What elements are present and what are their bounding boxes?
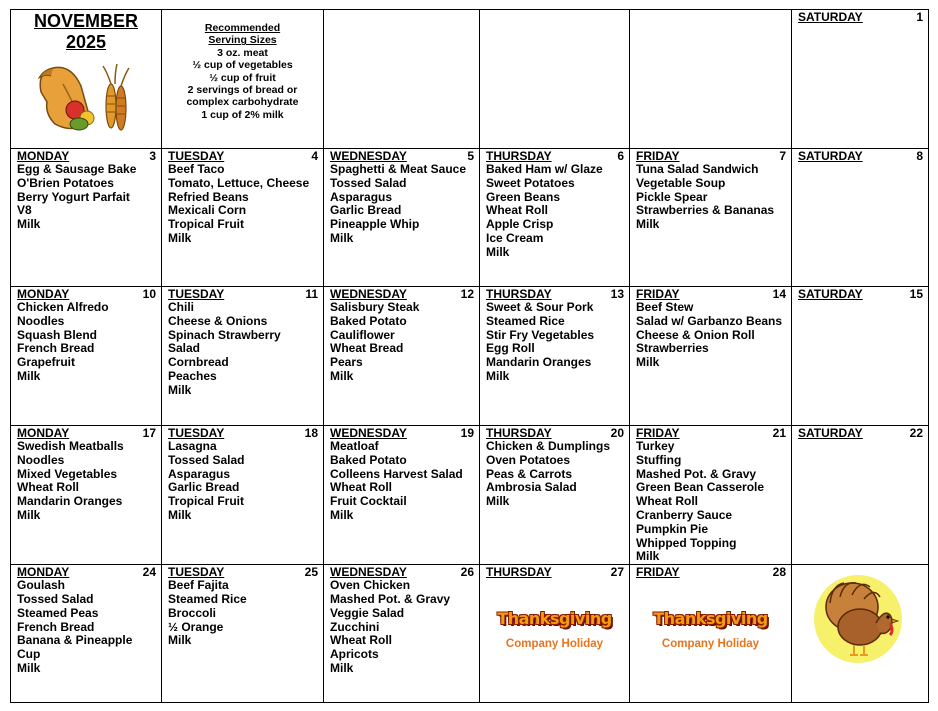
menu-item: Milk [486, 494, 510, 509]
menu-list [324, 163, 479, 246]
serving-heading-2: Serving Sizes [208, 34, 277, 47]
day-number: 26 [460, 565, 474, 580]
day-cell [11, 565, 162, 703]
menu-item: Ambrosia Salad [486, 480, 577, 495]
menu-item: Tropical Fruit [168, 217, 245, 232]
menu-item: Steamed Rice [486, 313, 565, 328]
empty-cell [630, 10, 792, 149]
menu-item: Cornbread [168, 355, 229, 370]
day-cell [324, 426, 480, 565]
day-cell [630, 287, 792, 426]
menu-item: Mandarin Oranges [486, 355, 592, 370]
day-name: FRIDAY [636, 565, 680, 580]
menu-item: Tuna Salad Sandwich [636, 162, 759, 176]
day-cell-thanksgiving [480, 565, 630, 703]
menu-item: Swedish Meatballs [17, 439, 124, 453]
menu-item: Green Beans [486, 189, 561, 204]
menu-item: Green Bean Casserole [636, 480, 765, 495]
holiday-block [480, 609, 629, 650]
day-cell [480, 426, 630, 565]
menu-item: Milk [17, 368, 41, 383]
menu-item: French Bread [17, 619, 95, 634]
day-cell [162, 426, 324, 565]
menu-list [11, 163, 161, 232]
menu-item: Pears [330, 355, 363, 370]
menu-item: Pumpkin Pie [636, 521, 709, 536]
day-number: 4 [311, 149, 318, 163]
menu-item: Salisbury Steak [330, 300, 420, 314]
day-number: 1 [916, 10, 923, 24]
day-number: 18 [304, 426, 318, 440]
menu-item: Berry Yogurt Parfait [17, 189, 130, 204]
menu-list [480, 440, 629, 509]
serving-line: 3 oz. meat [217, 46, 268, 59]
menu-item: Noodles [17, 452, 65, 467]
turkey-cell [792, 565, 929, 703]
day-name: WEDNESDAY [330, 426, 407, 440]
menu-list [11, 579, 161, 676]
menu-item: Grapefruit [17, 355, 76, 370]
day-cell [324, 149, 480, 287]
day-name: WEDNESDAY [330, 149, 407, 163]
year-label: 2025 [65, 32, 107, 52]
menu-list [324, 579, 479, 676]
menu-item: Tossed Salad [330, 175, 407, 190]
menu-item: Banana & Pineapple [17, 633, 133, 648]
menu-item: Stir Fry Vegetables [486, 327, 595, 342]
day-cell [11, 287, 162, 426]
menu-item: Oven Potatoes [486, 452, 571, 467]
turkey-icon [810, 573, 910, 665]
menu-item: Apple Crisp [486, 217, 554, 232]
day-cell [480, 149, 630, 287]
menu-calendar [10, 9, 929, 703]
menu-item: Mandarin Oranges [17, 494, 123, 509]
menu-list [11, 301, 161, 384]
menu-item: Wheat Roll [17, 480, 79, 495]
menu-item: Milk [486, 368, 510, 383]
menu-item: Milk [636, 549, 660, 564]
day-name: FRIDAY [636, 149, 680, 163]
menu-item: Milk [168, 633, 192, 648]
serving-sizes [162, 10, 323, 121]
menu-item: Veggie Salad [330, 605, 405, 620]
day-name: FRIDAY [636, 426, 680, 440]
menu-item: Wheat Roll [486, 203, 548, 218]
day-name: MONDAY [17, 426, 70, 440]
menu-item: Cup [17, 647, 41, 662]
menu-list [162, 301, 323, 398]
menu-item: Mashed Pot. & Gravy [636, 466, 757, 481]
day-number: 12 [460, 287, 474, 301]
menu-item: Pickle Spear [636, 189, 708, 204]
menu-item: Vegetable Soup [636, 175, 726, 190]
day-number: 3 [149, 149, 156, 163]
menu-item: Chicken Alfredo [17, 300, 109, 314]
menu-item: Garlic Bread [168, 480, 240, 495]
menu-item: Cauliflower [330, 327, 395, 342]
menu-item: O'Brien Potatoes [17, 175, 114, 190]
thanksgiving-banner: Thanksgiving [497, 609, 612, 629]
menu-item: Chili [168, 300, 194, 314]
empty-cell [480, 10, 630, 149]
menu-item: Spinach Strawberry [168, 327, 281, 342]
day-cell [324, 287, 480, 426]
menu-item: Milk [636, 217, 660, 232]
menu-item: Goulash [17, 578, 66, 593]
menu-item: Turkey [636, 439, 675, 453]
menu-item: V8 [17, 203, 32, 218]
menu-item: Milk [330, 660, 354, 675]
day-name: TUESDAY [168, 426, 225, 440]
menu-item: Strawberries & Bananas [636, 203, 775, 218]
day-number: 5 [467, 149, 474, 163]
menu-item: Asparagus [330, 189, 393, 204]
menu-item: Strawberries [636, 341, 709, 356]
menu-item: Asparagus [168, 466, 231, 481]
day-cell [792, 149, 929, 287]
day-number: 19 [460, 426, 474, 440]
menu-item: Wheat Roll [330, 633, 392, 648]
menu-item: Tossed Salad [17, 591, 94, 606]
day-cell [792, 426, 929, 565]
menu-item: Milk [330, 507, 354, 522]
day-name: THURSDAY [486, 565, 552, 580]
menu-item: Ice Cream [486, 230, 544, 245]
serving-line: complex carbohydrate [186, 96, 299, 109]
serving-line: 1 cup of 2% milk [201, 108, 284, 121]
serving-line: ½ cup of vegetables [192, 59, 293, 72]
company-holiday-note: Company Holiday [505, 638, 604, 651]
menu-item: Mexicali Corn [168, 203, 247, 218]
menu-list [630, 301, 791, 370]
menu-item: Steamed Rice [168, 591, 247, 606]
menu-item: Baked Potato [330, 452, 407, 467]
day-cell [162, 287, 324, 426]
thanksgiving-banner: Thanksgiving [653, 609, 768, 629]
day-number: 20 [610, 426, 624, 440]
menu-item: Milk [168, 382, 192, 397]
menu-item: Squash Blend [17, 327, 98, 342]
menu-item: Broccoli [168, 605, 217, 620]
day-name: FRIDAY [636, 287, 680, 301]
menu-list [11, 440, 161, 523]
menu-list [480, 301, 629, 384]
menu-item: Tomato, Lettuce, Cheese [168, 175, 310, 190]
day-cell [11, 149, 162, 287]
day-cell [11, 426, 162, 565]
menu-item: Refried Beans [168, 189, 249, 204]
menu-item: Salad [168, 341, 201, 356]
day-cell [480, 287, 630, 426]
menu-item: Beef Stew [636, 300, 694, 314]
menu-item: Tropical Fruit [168, 494, 245, 509]
menu-item: Colleens Harvest Salad [330, 466, 463, 481]
menu-item: Wheat Roll [636, 494, 698, 509]
day-cell [162, 149, 324, 287]
menu-item: Milk [486, 244, 510, 259]
menu-item: Apricots [330, 647, 379, 662]
day-number: 22 [909, 426, 923, 440]
menu-item: Garlic Bread [330, 203, 402, 218]
day-number: 28 [772, 565, 786, 580]
menu-item: Egg Roll [486, 341, 535, 356]
day-number: 21 [772, 426, 786, 440]
day-number: 6 [617, 149, 624, 163]
day-cell [324, 565, 480, 703]
day-name: TUESDAY [168, 565, 225, 580]
serving-line: 2 servings of bread or [187, 84, 298, 97]
day-name: SATURDAY [798, 10, 863, 24]
menu-list [324, 440, 479, 523]
menu-list [630, 440, 791, 564]
menu-item: Baked Potato [330, 313, 407, 328]
menu-item: Lasagna [168, 439, 217, 453]
menu-item: Cheese & Onion Roll [636, 327, 755, 342]
menu-item: Pineapple Whip [330, 217, 420, 232]
day-name: THURSDAY [486, 426, 552, 440]
empty-cell [324, 10, 480, 149]
cornucopia-icon [33, 62, 133, 140]
serving-sizes-cell [162, 10, 324, 149]
menu-list [162, 163, 323, 246]
day-number: 11 [305, 287, 318, 301]
menu-item: Milk [330, 230, 354, 245]
serving-line: ½ cup of fruit [209, 71, 276, 84]
menu-item: Noodles [17, 313, 65, 328]
day-number: 24 [142, 565, 156, 580]
menu-item: Mixed Vegetables [17, 466, 118, 481]
menu-item: Stuffing [636, 452, 682, 467]
menu-list [480, 163, 629, 260]
menu-item: Zucchini [330, 619, 380, 634]
day-number: 14 [772, 287, 786, 301]
day-cell-saturday-1 [792, 10, 929, 149]
menu-item: Oven Chicken [330, 578, 411, 593]
day-name: MONDAY [17, 565, 70, 580]
day-cell [630, 149, 792, 287]
menu-item: Fruit Cocktail [330, 494, 407, 509]
menu-item: Egg & Sausage Bake [17, 162, 137, 176]
menu-item: Peaches [168, 368, 217, 383]
day-name: SATURDAY [798, 287, 863, 301]
day-name: SATURDAY [798, 426, 863, 440]
day-number: 17 [142, 426, 156, 440]
menu-list [630, 163, 791, 232]
day-cell-holiday [630, 565, 792, 703]
menu-item: Baked Ham w/ Glaze [486, 162, 603, 176]
day-cell [792, 287, 929, 426]
menu-item: Wheat Roll [330, 480, 392, 495]
menu-item: Milk [168, 230, 192, 245]
company-holiday-note: Company Holiday [661, 638, 760, 651]
day-name: WEDNESDAY [330, 565, 407, 580]
menu-item: Milk [17, 217, 41, 232]
menu-item: Cranberry Sauce [636, 507, 733, 522]
menu-item: Milk [330, 368, 354, 383]
menu-item: Sweet & Sour Pork [486, 300, 594, 314]
day-name: MONDAY [17, 149, 70, 163]
month-label: NOVEMBER [33, 11, 138, 31]
menu-item: Meatloaf [330, 439, 379, 453]
menu-item: Milk [17, 660, 41, 675]
day-name: TUESDAY [168, 149, 225, 163]
day-number: 25 [304, 565, 318, 580]
menu-item: Spaghetti & Meat Sauce [330, 162, 467, 176]
menu-item: French Bread [17, 341, 95, 356]
day-name: THURSDAY [486, 287, 552, 301]
day-cell [630, 426, 792, 565]
day-number: 8 [916, 149, 923, 163]
menu-item: Cheese & Onions [168, 313, 268, 328]
menu-item: Milk [636, 355, 660, 370]
day-number: 10 [142, 287, 156, 301]
menu-item: Steamed Peas [17, 605, 99, 620]
holiday-block [630, 609, 791, 650]
menu-item: Tossed Salad [168, 452, 245, 467]
menu-item: ½ Orange [168, 619, 224, 634]
serving-heading-1: Recommended [204, 22, 281, 34]
menu-item: Sweet Potatoes [486, 175, 575, 190]
menu-item: Wheat Bread [330, 341, 404, 356]
menu-item: Beef Taco [168, 162, 225, 176]
day-name: SATURDAY [798, 149, 863, 163]
menu-item: Peas & Carrots [486, 466, 573, 481]
day-number: 15 [909, 287, 923, 301]
day-name: TUESDAY [168, 287, 225, 301]
menu-item: Chicken & Dumplings [486, 439, 611, 453]
day-name: MONDAY [17, 287, 70, 301]
calendar-title [11, 11, 161, 53]
day-number: 27 [610, 565, 624, 580]
day-name: WEDNESDAY [330, 287, 407, 301]
menu-item: Milk [168, 507, 192, 522]
menu-item: Salad w/ Garbanzo Beans [636, 313, 783, 328]
day-cell [162, 565, 324, 703]
menu-item: Milk [17, 507, 41, 522]
day-name: THURSDAY [486, 149, 552, 163]
title-cell [11, 10, 162, 149]
menu-item: Beef Fajita [168, 578, 229, 593]
menu-list [162, 579, 323, 648]
menu-item: Whipped Topping [636, 535, 737, 550]
day-number: 7 [779, 149, 786, 163]
menu-item: Mashed Pot. & Gravy [330, 591, 451, 606]
day-number: 13 [610, 287, 624, 301]
menu-list [162, 440, 323, 523]
menu-list [324, 301, 479, 384]
